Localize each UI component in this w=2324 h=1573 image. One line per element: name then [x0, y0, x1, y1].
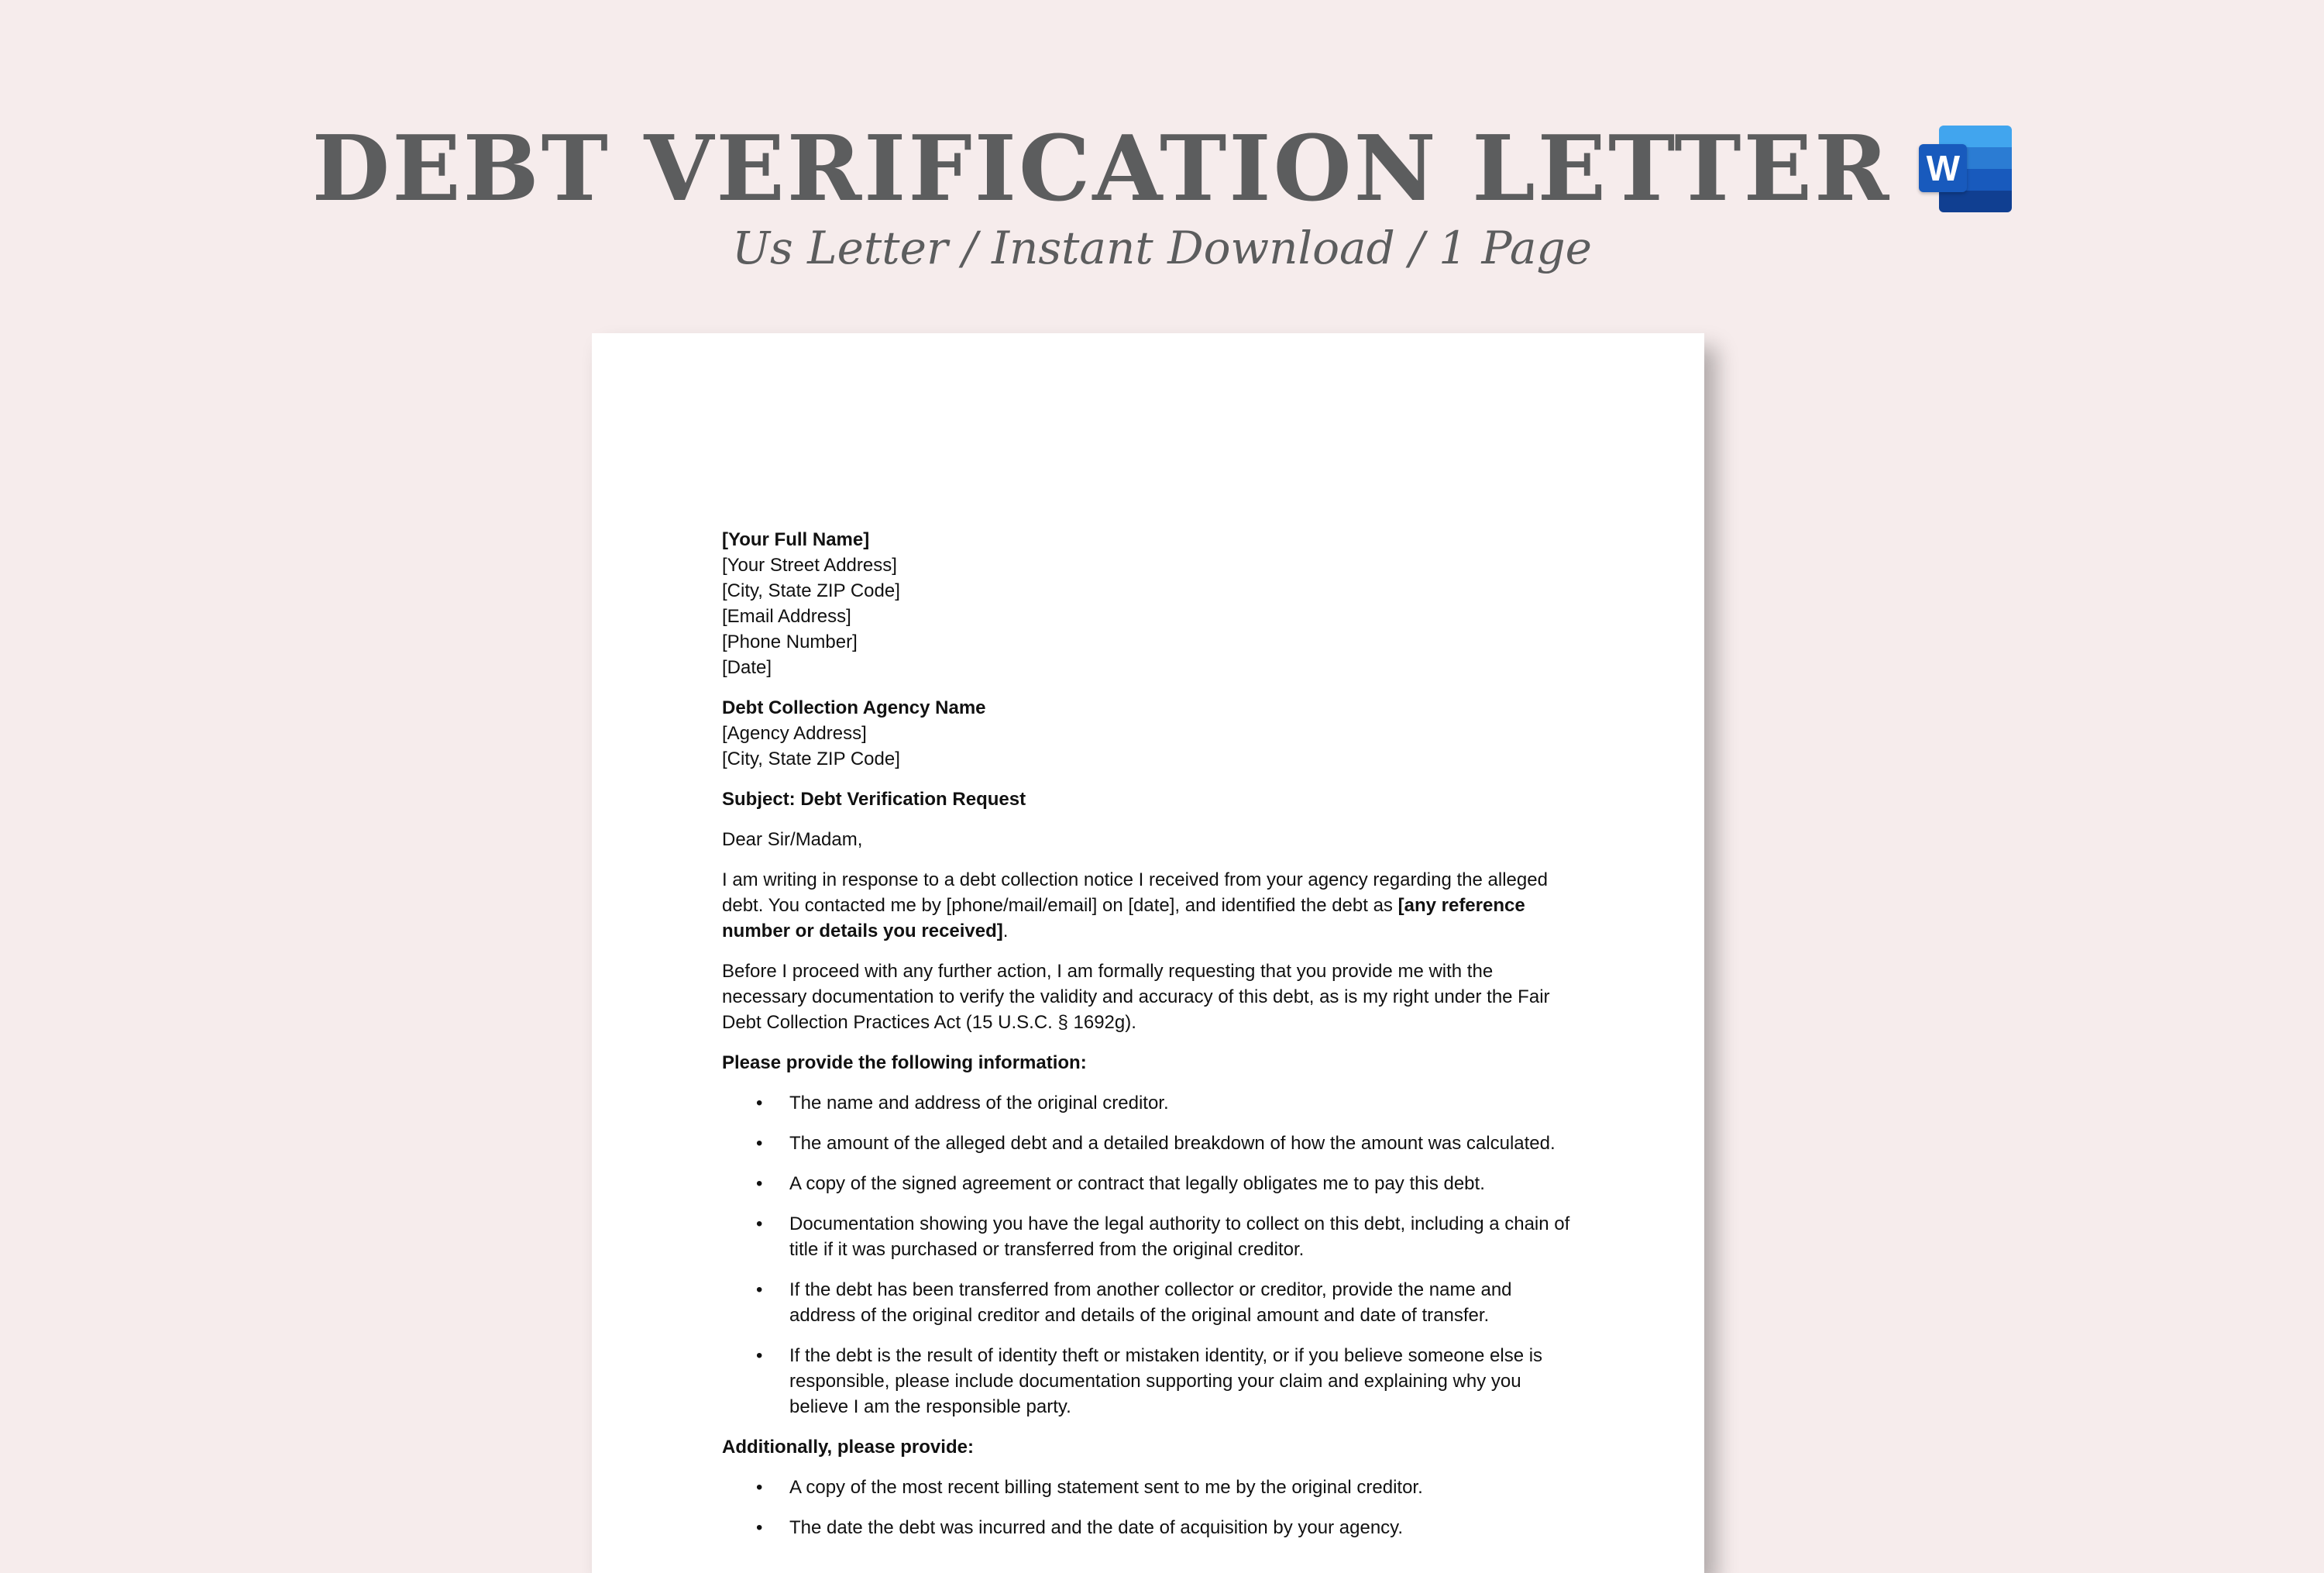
sender-street: [Your Street Address]	[722, 555, 897, 576]
letter-subject: Subject: Debt Verification Request	[722, 789, 1026, 810]
list-item-text: Documentation showing you have the legal authority to collect on this debt, including a chain of title if it was purchased or transferred from the original creditor.	[789, 1213, 1570, 1260]
additional-information-list	[722, 1475, 1574, 1540]
requested-information-list	[722, 1090, 1574, 1420]
list-item-text: If the debt has been transferred from another collector or creditor, provide the name and address of the original creditor and details of the original amount and date of transfer.	[789, 1279, 1512, 1326]
word-icon-letter: W	[1919, 144, 1967, 192]
list-item-text: A copy of the most recent billing statement sent to me by the original creditor.	[789, 1477, 1423, 1498]
sender-block	[722, 527, 1574, 680]
recipient-address: [Agency Address]	[722, 723, 867, 744]
bullet-icon: •	[756, 1093, 763, 1113]
list2-heading: Additionally, please provide:	[722, 1437, 974, 1458]
list-item	[722, 1475, 1574, 1500]
list1-heading: Please provide the following information:	[722, 1052, 1087, 1073]
paragraph-request: Before I proceed with any further action, I am formally requesting that you provide me with the necessary documentation to verify the validity and accuracy of this debt, as is my right under the Fair Debt Collection Practices Act (15 U.S.C. § 1692g).	[722, 961, 1550, 1033]
letter-date: [Date]	[722, 657, 772, 678]
list-item	[722, 1211, 1574, 1262]
sender-email: [Email Address]	[722, 606, 851, 627]
list-item	[722, 1171, 1574, 1196]
bullet-icon: •	[756, 1133, 763, 1154]
list-item-text: The amount of the alleged debt and a detailed breakdown of how the amount was calculated.	[789, 1133, 1556, 1154]
title-row	[0, 115, 2324, 223]
bullet-icon: •	[756, 1279, 763, 1300]
sender-name: [Your Full Name]	[722, 529, 870, 550]
paragraph-intro	[722, 867, 1574, 944]
list-item-text: The name and address of the original creditor.	[789, 1093, 1169, 1113]
microsoft-word-icon	[1919, 126, 2012, 212]
bullet-icon: •	[756, 1477, 763, 1498]
list-item-text: The date the debt was incurred and the date of acquisition by your agency.	[789, 1517, 1404, 1538]
sender-phone: [Phone Number]	[722, 632, 858, 652]
bullet-icon: •	[756, 1517, 763, 1538]
letter-document-page	[592, 333, 1704, 1573]
letter-body	[722, 527, 1574, 1555]
bullet-icon: •	[756, 1173, 763, 1194]
paragraph-intro-end: .	[1002, 921, 1009, 941]
list-item-text: If the debt is the result of identity theft or mistaken identity, or if you believe someone else is responsible, please include documentation supporting your claim and explaining why you believe I am the responsible party.	[789, 1345, 1543, 1417]
list-item-text: A copy of the signed agreement or contract that legally obligates me to pay this debt.	[789, 1173, 1485, 1194]
recipient-city: [City, State ZIP Code]	[722, 749, 900, 769]
page-subtitle: Us Letter / Instant Download / 1 Page	[732, 222, 1592, 274]
page-title: DEBT VERIFICATION LETTER	[311, 116, 1892, 222]
paragraph-intro-reference: [any reference number or details you received]	[722, 895, 1525, 941]
list-item	[722, 1277, 1574, 1328]
product-header	[0, 0, 2324, 310]
list-item	[722, 1343, 1574, 1420]
list-item	[722, 1131, 1574, 1156]
paragraph-intro-text: I am writing in response to a debt collection notice I received from your agency regarding the alleged debt. You contacted me by [phone/mail/email] on [date], and identified the debt as	[722, 869, 1548, 916]
sender-city: [City, State ZIP Code]	[722, 580, 900, 601]
bullet-icon: •	[756, 1213, 763, 1234]
list-item	[722, 1515, 1574, 1540]
recipient-block	[722, 695, 1574, 772]
bullet-icon: •	[756, 1345, 763, 1366]
letter-salutation: Dear Sir/Madam,	[722, 829, 863, 850]
list-item	[722, 1090, 1574, 1116]
recipient-name: Debt Collection Agency Name	[722, 697, 986, 718]
